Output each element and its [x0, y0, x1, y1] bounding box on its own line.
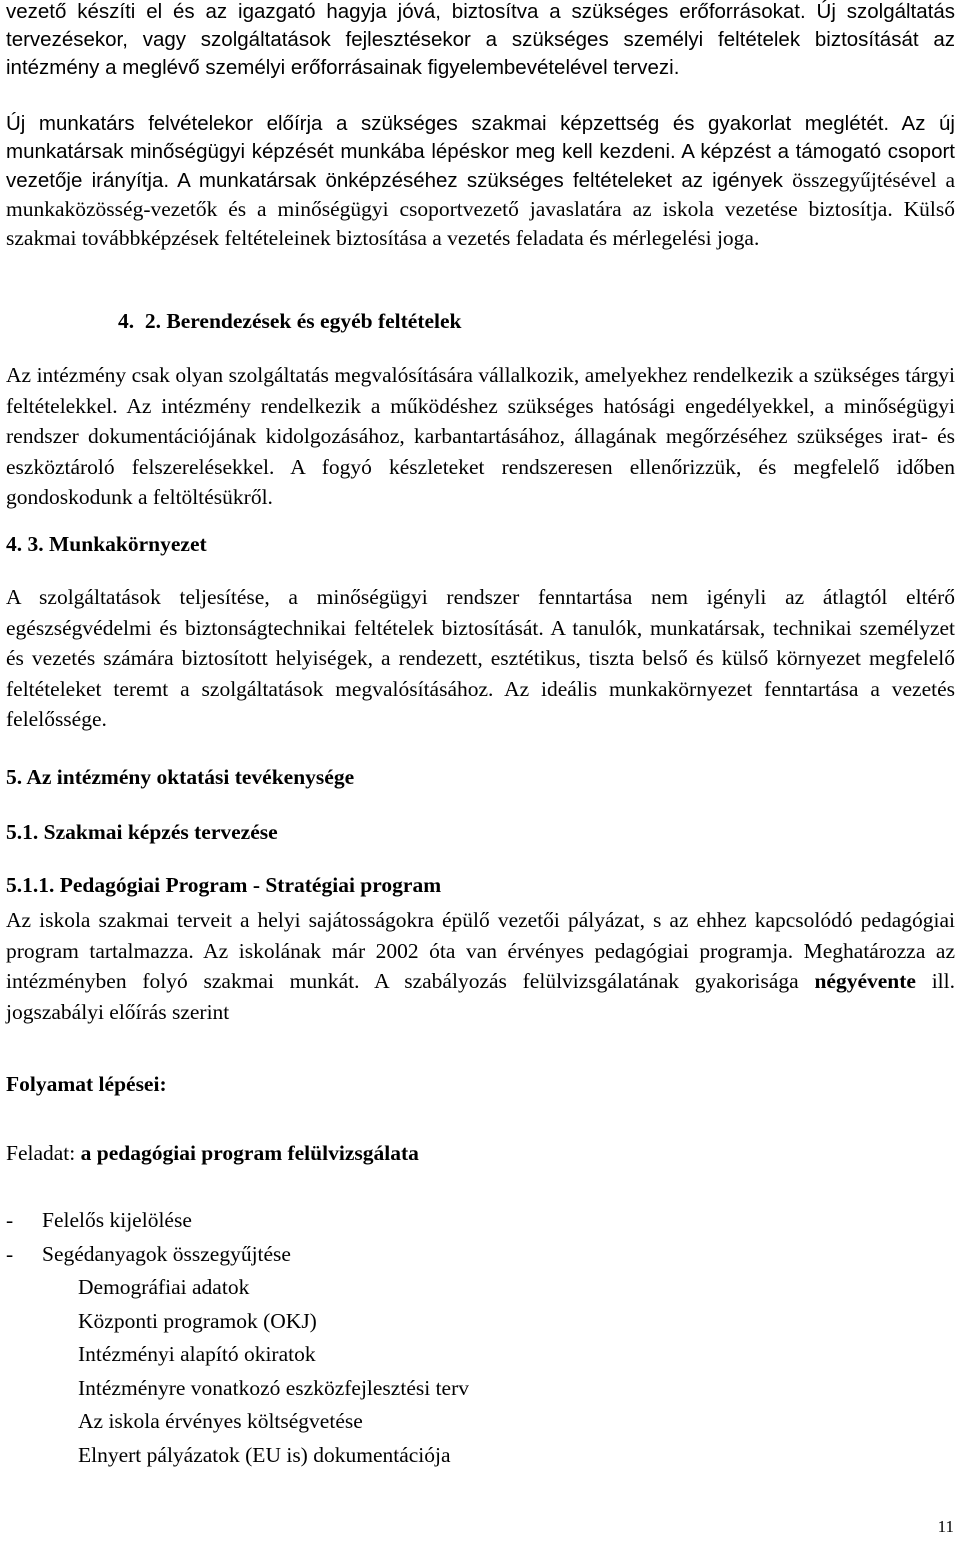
- heading-4-2: [118, 307, 462, 335]
- paragraph-new-staff-training: [6, 110, 955, 253]
- paragraph-pedagogical-program: [6, 905, 955, 1027]
- heading-number: 4.: [118, 309, 135, 333]
- list-item: [6, 1204, 469, 1238]
- paragraph-text-part: Új munkatárs felvételekor előírja a szükséges szakmai képzettség és gyakorlat meglétét. Az új munkatársak minőségügyi képzését munkába lépéskor meg kell kezdeni. A képzést a támogató csoport vezetője irányítja. A munkatársak önképzéséhez szükséges feltételeket az igények: [6, 112, 955, 192]
- task-value: a pedagógiai program felülvizsgálata: [80, 1141, 419, 1165]
- task-line: [6, 1139, 419, 1167]
- list-dash: -: [6, 1241, 14, 1266]
- sub-list-item: Az iskola érvényes költségvetése: [78, 1409, 363, 1433]
- heading-process-steps: Folyamat lépései:: [6, 1072, 167, 1096]
- sub-list-item: Központi programok (OKJ): [78, 1308, 317, 1333]
- heading-5: 5. Az intézmény oktatási tevékenysége: [6, 765, 355, 789]
- process-list: [6, 1204, 469, 1472]
- sub-list-item: Demográfiai adatok: [78, 1275, 250, 1299]
- list-item: [6, 1238, 469, 1272]
- sub-list-item: Intézményi alapító okiratok: [78, 1342, 316, 1366]
- task-label: Feladat:: [6, 1141, 81, 1165]
- heading-5-1-1: 5.1.1. Pedagógiai Program - Stratégiai program: [6, 873, 442, 897]
- paragraph-text-part: összegyűjtésével a munkaközösség-vezetők és a minőségügyi csoportvezető javaslatára az iskola vezetése biztosítja. Külső szakmai továbbképzések feltételeinek biztosítása a vezetés feladata és mérlegelési joga.: [6, 168, 955, 250]
- heading-text: 2. Berendezések és egyéb feltételek: [144, 309, 462, 333]
- paragraph-text-part: Az iskola szakmai terveit a helyi sajátosságokra épülő vezetői pályázat, s az ehhez kapcsolódó pedagógiai program tartalmazza. Az iskolának már 2002 óta van érvényes pedagógiai programja. Meghatározza az intézményben folyó szakmai munkát. A szabályozás felülvizsgálatának gyakorisága: [6, 908, 955, 993]
- heading-5-1: 5.1. Szakmai képzés tervezése: [6, 820, 278, 844]
- sub-list-item: Intézményre vonatkozó eszközfejlesztési terv: [78, 1375, 469, 1400]
- sub-list-item: Elnyert pályázatok (EU is) dokumentációja: [78, 1442, 451, 1467]
- list-item-label: Segédanyagok összegyűjtése: [42, 1241, 291, 1266]
- paragraph-staff-resources: vezető készíti el és az igazgató hagyja jóvá, biztosítva a szükséges erőforrásokat. Új szolgáltatás tervezésekor, vagy szolgáltatások fejlesztésekor a szükséges személyi feltételek biztosítását az intézmény a meglévő személyi erőforrásainak figyelembevételével tervezi.: [6, 0, 955, 79]
- paragraph-work-environment: A szolgáltatások teljesítése, a minőségügyi rendszer fenntartása nem igényli az átlagtól eltérő egészségvédelmi és biztonságtechnikai feltételek biztosítását. A tanulók, munkatársak, technikai személyzet és vezetés számára biztosított helyiségek, a rendezett, esztétikus, tiszta belső és külső környezet megfelelő feltételeket teremt a szolgáltatások megvalósításához. Az ideális munkakörnyezet fenntartása a vezetés felelőssége.: [6, 585, 955, 731]
- list-dash: -: [6, 1208, 14, 1232]
- heading-4-3: 4. 3. Munkakörnyezet: [6, 532, 207, 556]
- paragraph-text-part: ill. jogszabályi előírás szerint: [6, 969, 956, 1024]
- paragraph-equipment: Az intézmény csak olyan szolgáltatás megvalósítására vállalkozik, amelyekhez rendelkezik a szükséges tárgyi feltételekkel. Az intézmény rendelkezik a működéshez szükséges hatósági engedélyekkel, a minőségügyi rendszer dokumentációjának kidolgozásához, karbantartásához, állagának megőrzéséhez szükséges irat- és eszköztároló felszerelésekkel. A fogyó készleteket rendszeresen ellenőrizzük, és megfelelő időben gondoskodunk a feltöltésükről.: [6, 363, 955, 509]
- page-number: 11: [937, 1517, 954, 1536]
- list-item-label: Felelős kijelölése: [42, 1208, 192, 1232]
- paragraph-bold-term: négyévente: [814, 969, 916, 993]
